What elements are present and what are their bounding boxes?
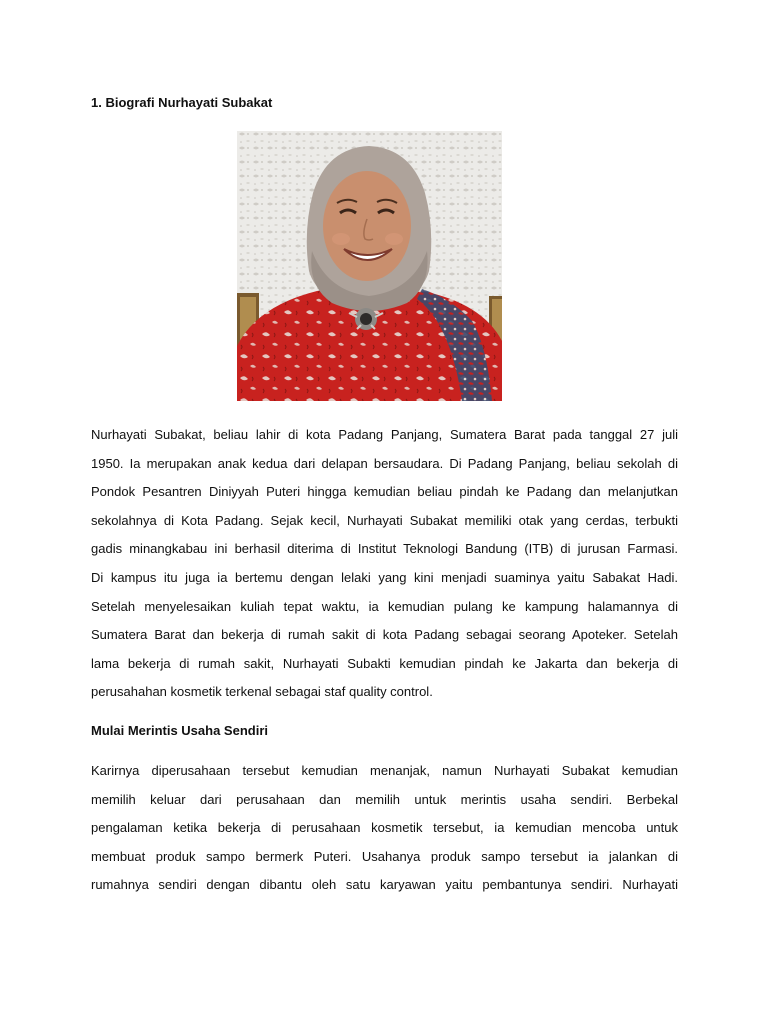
text-line: Karirnya diperusahaan tersebut kemudian menanjak, namun Nurhayati Subakat kemudian bbox=[91, 763, 678, 778]
section-title-biografi: 1. Biografi Nurhayati Subakat bbox=[91, 95, 273, 110]
section-title-usaha: Mulai Merintis Usaha Sendiri bbox=[91, 723, 268, 738]
text-line: Setelah menyelesaikan kuliah tepat waktu, ia kemudian pulang ke kampung halamannya di bbox=[91, 598, 678, 614]
paragraph-biography bbox=[91, 421, 678, 707]
text-line: perusahahan kosmetik terkenal sebagai staf quality control. bbox=[91, 684, 433, 700]
text-line: gadis minangkabau ini berhasil diterima di Institut Teknologi Bandung (ITB) di jurusan Farmasi. bbox=[91, 541, 678, 557]
text-line: membuat produk sampo bermerk Puteri. Usahanya produk sampo tersebut ia jalankan di bbox=[91, 848, 678, 864]
text-line: memilih keluar dari perusahaan dan memilih untuk merintis usaha sendiri. Berbekal bbox=[91, 791, 678, 807]
text-line: lama bekerja di rumah sakit, Nurhayati Subakti kemudian pindah ke Jakarta dan bekerja di bbox=[91, 655, 678, 671]
text-line: Sumatera Barat dan bekerja di rumah sakit di kota Padang sebagai seorang Apoteker. Setelah bbox=[91, 627, 678, 643]
text-line: rumahnya sendiri dengan dibantu oleh satu karyawan yaitu pembantunya sendiri. Nurhayati bbox=[91, 877, 678, 893]
portrait-photo bbox=[237, 131, 502, 401]
text-line: pengalaman ketika bekerja di perusahaan kosmetik tersebut, ia kemudian mencoba untuk bbox=[91, 820, 678, 836]
text-line: sekolahnya di Kota Padang. Sejak kecil, Nurhayati Subakat memiliki otak yang cerdas, terbukti bbox=[91, 512, 678, 528]
text-line: Pondok Pesantren Diniyyah Puteri hingga kemudian beliau pindah ke Padang dan melanjutkan bbox=[91, 484, 678, 500]
text-line: Nurhayati Subakat, beliau lahir di kota Padang Panjang, Sumatera Barat pada tanggal 27 juli bbox=[91, 427, 678, 442]
text-line: 1950. Ia merupakan anak kedua dari delapan bersaudara. Di Padang Panjang, beliau sekolah di bbox=[91, 455, 678, 471]
paragraph-usaha bbox=[91, 757, 678, 900]
text-line: Di kampus itu juga ia bertemu dengan lelaki yang kini menjadi suaminya yaitu Sabakat Hadi. bbox=[91, 569, 678, 585]
